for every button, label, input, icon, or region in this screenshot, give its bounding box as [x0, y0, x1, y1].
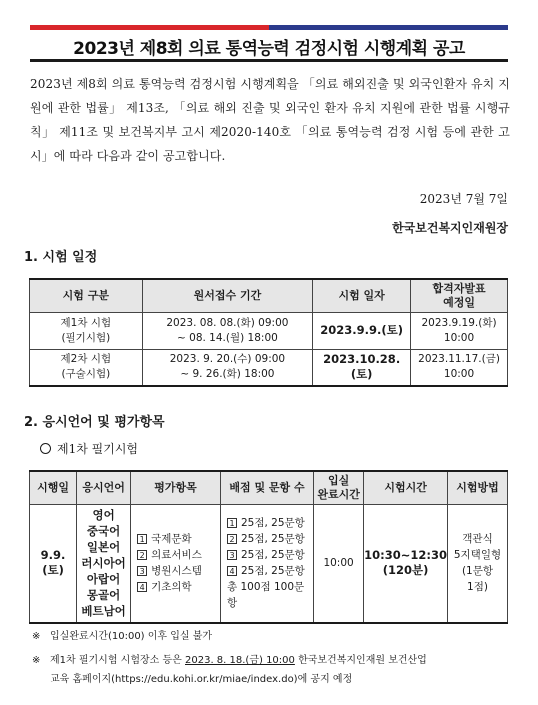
number-box-icon: 1	[227, 518, 237, 528]
apply-start: 2023. 08. 08.(화) 09:00	[166, 316, 289, 329]
language: 러시아어	[81, 556, 126, 571]
items-cell	[131, 504, 221, 623]
exam-date-cell: 9.9.(토)	[30, 504, 77, 623]
apply-end: ~ 9. 26.(화) 18:00	[180, 368, 275, 381]
note-1: ※ 입실완료시간(10:00) 이후 입실 불가	[32, 627, 212, 646]
score: 4 25점, 25문항	[227, 563, 313, 579]
announcement-date: 2023년 7월 7일	[419, 192, 508, 206]
reference-mark-icon: ※	[32, 655, 41, 666]
result-date: 2023.9.19.(화)	[421, 316, 497, 329]
entry-time-cell: 10:00	[314, 504, 364, 623]
exam-type-sub: (구술시험)	[61, 368, 111, 381]
language: 아랍어	[86, 572, 121, 587]
note-2: ※ 제1차 필기시험 시험장소 등은 2023. 8. 18.(금) 10:00 한국보건복지인재원 보건산업 교육 홈페이지(https://edu.kohi.or.kr/miae/index.do)에 공지 예정	[32, 651, 427, 689]
col-scores: 배점 및 문항 수	[221, 471, 314, 504]
subsection-label: 제1차 필기시험	[57, 442, 139, 456]
exam-date: 2023.9.9.(토)	[313, 312, 411, 349]
title-bottom-bar	[30, 59, 508, 62]
col-result-date: 합격자발표 예정일	[411, 279, 508, 312]
table-row	[30, 312, 508, 349]
section1-heading: 1. 시험 일정	[24, 250, 98, 265]
notice-date: 2023. 8. 18.(금) 10:00	[185, 655, 295, 666]
col-language: 응시언어	[77, 471, 131, 504]
col-exam-type: 시험 구분	[30, 279, 143, 312]
score: 2 25점, 25문항	[227, 531, 313, 547]
col-items: 평가항목	[131, 471, 221, 504]
number-box-icon: 4	[227, 566, 237, 576]
score: 1 25점, 25문항	[227, 515, 313, 531]
exam-type: 제2차 시험	[60, 353, 112, 366]
col-exam-date: 시험 일자	[313, 279, 411, 312]
language: 일본어	[86, 540, 121, 555]
language: 몽골어	[86, 588, 121, 603]
exam-detail-table	[29, 470, 508, 624]
result-time: 10:00	[443, 368, 475, 381]
notice-link-text: 교육 홈페이지(https://edu.kohi.or.kr/miae/index.do)에 공지 예정	[50, 674, 353, 685]
circle-bullet-icon	[40, 443, 51, 454]
method-cell: 객관식 5지택일형 (1문항 1점)	[448, 504, 508, 623]
subsection-heading	[40, 440, 138, 457]
result-time: 10:00	[443, 331, 475, 344]
number-box-icon: 3	[137, 566, 147, 576]
number-box-icon: 3	[227, 550, 237, 560]
col-date: 시행일	[30, 471, 77, 504]
page-title: 2023년 제8회 의료 통역능력 검정시험 시행계획 공고	[73, 39, 465, 59]
col-method: 시험방법	[448, 471, 508, 504]
reference-mark-icon: ※	[32, 631, 41, 642]
result-date: 2023.11.17.(금)	[418, 353, 500, 366]
number-box-icon: 2	[137, 550, 147, 560]
language: 베트남어	[81, 604, 126, 619]
language: 중국어	[86, 524, 121, 539]
item: 3 병원시스템	[137, 563, 220, 579]
number-box-icon: 1	[137, 534, 147, 544]
exam-time-cell	[364, 504, 448, 623]
score-total: 총 100점 100문항	[227, 581, 305, 610]
exam-type-sub: (필기시험)	[61, 331, 111, 344]
title-banner	[30, 25, 508, 62]
table-row	[30, 349, 508, 386]
number-box-icon: 2	[227, 534, 237, 544]
scores-cell	[221, 504, 314, 623]
col-entry-time: 입실 완료시간	[314, 471, 364, 504]
exam-type: 제1차 시험	[60, 316, 112, 329]
exam-duration: (120분)	[382, 563, 429, 578]
title-top-bar	[30, 25, 508, 30]
exam-time: 10:30~12:30	[364, 548, 447, 563]
apply-end: ~ 08. 14.(월) 18:00	[177, 331, 278, 344]
item: 2 의료서비스	[137, 547, 220, 563]
col-exam-time: 시험시간	[364, 471, 448, 504]
intro-paragraph: 2023년 제8회 의료 통역능력 검정시험 시행계획을 「의료 해외진출 및 외국인환자 유치 지원에 관한 법률」 제13조, 「의료 해외 진출 및 외국인 환자 유치 지원에 관한 법률 시행규칙」 제11조 및 보건복지부 고시 제2020-140호 「의료 통역능력 검정 시험 등에 관한 고시」에 따라 다음과 같이 공고합니다.	[30, 77, 510, 163]
col-apply-period: 원서접수 기간	[142, 279, 313, 312]
score: 3 25점, 25문항	[227, 547, 313, 563]
issuer: 한국보건복지인재원장	[392, 221, 508, 235]
apply-start: 2023. 9. 20.(수) 09:00	[169, 353, 286, 366]
language: 영어	[92, 508, 115, 523]
table-row	[30, 504, 508, 623]
schedule-table	[29, 278, 508, 387]
item: 1 국제문화	[137, 531, 220, 547]
section2-heading: 2. 응시언어 및 평가항목	[24, 415, 165, 430]
item: 4 기초의학	[137, 579, 220, 595]
exam-date: 2023.10.28.(토)	[313, 349, 411, 386]
number-box-icon: 4	[137, 582, 147, 592]
languages-cell	[77, 504, 131, 623]
